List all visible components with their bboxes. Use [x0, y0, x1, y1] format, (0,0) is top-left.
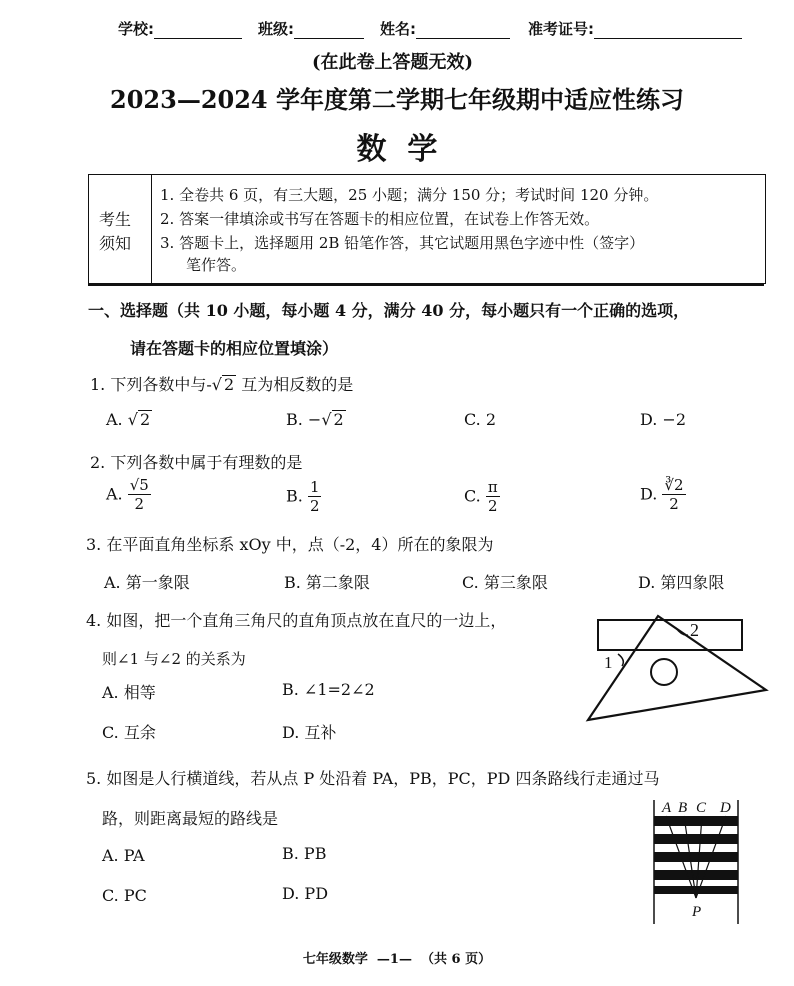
exam-no-blank: [594, 24, 742, 39]
exam-no-label: 准考证号:: [528, 20, 594, 38]
q2-a-label: A.: [106, 484, 123, 504]
q5-option-a: A. PA: [102, 846, 145, 865]
q1-option-a: [106, 410, 152, 429]
q5-option-c: C. PC: [102, 886, 147, 905]
q2-c-label: C.: [464, 486, 481, 506]
q2-option-b: [286, 480, 321, 514]
name-label: 姓名:: [380, 20, 416, 38]
notice-label-cell: [89, 175, 152, 283]
page-footer: 七年级数学 —1— （共 6 页）: [302, 952, 492, 967]
q5-option-b: B. PB: [282, 844, 327, 863]
q2-b-label: B.: [286, 486, 303, 506]
q2-c-num: π: [487, 478, 498, 496]
q2-option-d: [640, 478, 686, 512]
q1-stem-pre: 1. 下列各数中与-: [90, 375, 212, 394]
q2-c-den: 2: [488, 497, 498, 515]
school-blank: [154, 24, 242, 39]
q2-d-fraction: [662, 478, 685, 512]
notice-label-line2: 须知: [99, 234, 132, 253]
q5-option-d: D. PD: [282, 884, 329, 903]
sqrt-icon: √: [127, 410, 138, 429]
header-name: [380, 18, 510, 39]
q3-stem: 3. 在平面直角坐标系 xOy 中，点（-2，4）所在的象限为: [86, 535, 494, 554]
q2-a-den: 2: [134, 495, 145, 513]
header-school: [118, 18, 242, 39]
q2-stem: 2. 下列各数中属于有理数的是: [90, 453, 303, 472]
point-b-label: B: [678, 800, 688, 816]
q1-option-b: [286, 410, 346, 429]
q4-stem-line1: 4. 如图，把一个直角三角尺的直角顶点放在直尺的一边上，: [86, 611, 507, 630]
q1-a-radicand: 2: [139, 410, 151, 429]
class-label: 班级:: [258, 20, 294, 38]
q2-option-c: [464, 480, 500, 514]
angle-label-2: 2: [690, 620, 699, 640]
q2-c-fraction: [486, 480, 500, 514]
q1-stem-radicand: 2: [223, 375, 235, 394]
q2-d-label: D.: [640, 484, 658, 504]
sqrt-icon: √: [211, 375, 222, 394]
crosswalk-stripe: [654, 834, 738, 844]
q4-option-c: C. 互余: [102, 723, 156, 742]
q5-figure: [646, 796, 746, 926]
q4-option-d: D. 互补: [282, 723, 337, 742]
q4-figure: [578, 608, 778, 730]
notice-item-3: 3. 答题卡上，选择题用 2B 铅笔作答，其它试题用黑色字迹中性（签字）: [160, 234, 645, 252]
notice-rule: [88, 284, 764, 286]
page-title: 2023—2024 学年度第二学期七年级期中适应性练习: [110, 85, 684, 114]
q2-b-fraction: [308, 480, 322, 514]
point-p-label: P: [692, 904, 702, 920]
q1-b-label: B. −: [286, 410, 322, 429]
q1-a-label: A.: [106, 410, 123, 429]
q1-option-d: D. −2: [640, 410, 687, 429]
invalid-note: (在此卷上答题无效): [312, 52, 474, 73]
q2-a-fraction: [128, 478, 151, 512]
crosswalk-stripe: [654, 870, 738, 880]
q3-option-d: D. 第四象限: [638, 573, 725, 592]
crosswalk-stripe: [654, 852, 738, 862]
q2-a-num: √5: [129, 476, 149, 494]
point-a-label: A: [662, 800, 672, 816]
notice-item-1: 1. 全卷共 6 页，有三大题，25 小题；满分 150 分；考试时间 120 分钟。: [160, 186, 659, 204]
q4-stem-line2: 则∠1 与∠2 的关系为: [102, 650, 246, 668]
q2-d-den: 2: [669, 495, 679, 513]
q3-option-c: C. 第三象限: [462, 573, 548, 592]
section1-heading-line1: 一、选择题（共 10 小题，每小题 4 分，满分 40 分，每小题只有一个正确的选项，: [88, 301, 690, 320]
q1-stem: [90, 372, 353, 395]
notice-label-line1: 考生: [99, 210, 132, 229]
header-exam-no: [528, 18, 742, 39]
section1-heading-line2: 请在答题卡的相应位置填涂）: [130, 339, 339, 358]
header-class: [258, 18, 364, 39]
q4-option-b: B. ∠1=2∠2: [282, 680, 375, 699]
school-label: 学校:: [118, 20, 154, 38]
q2-d-num: ∛2: [664, 476, 684, 494]
class-blank: [294, 24, 364, 39]
q5-stem-line1: 5. 如图是人行横道线，若从点 P 处沿着 PA，PB，PC，PD 四条路线行走通过马: [86, 769, 660, 788]
q1-option-c: C. 2: [464, 410, 497, 429]
q4-option-a: A. 相等: [102, 683, 156, 702]
q2-b-den: 2: [309, 497, 320, 515]
subject-title: 数 学: [356, 132, 438, 167]
q1-stem-post: 互为相反数的是: [236, 375, 354, 394]
point-c-label: C: [696, 800, 707, 816]
q2-option-a: [106, 478, 151, 512]
q3-option-b: B. 第二象限: [284, 573, 370, 592]
name-blank: [416, 24, 510, 39]
q5-stem-line2: 路，则距离最短的路线是: [102, 809, 279, 828]
sqrt-icon: √: [321, 410, 332, 429]
angle-label-1: 1: [604, 653, 613, 672]
point-d-label: D: [720, 800, 731, 816]
q2-b-num: 1: [309, 478, 320, 496]
q3-option-a: A. 第一象限: [104, 573, 190, 592]
notice-item-4: 笔作答。: [186, 256, 247, 274]
notice-item-2: 2. 答案一律填涂或书写在答题卡的相应位置，在试卷上作答无效。: [160, 210, 600, 228]
triangle-hole: [651, 659, 677, 685]
q1-b-radicand: 2: [333, 410, 344, 429]
angle-arc-1: [618, 654, 623, 666]
